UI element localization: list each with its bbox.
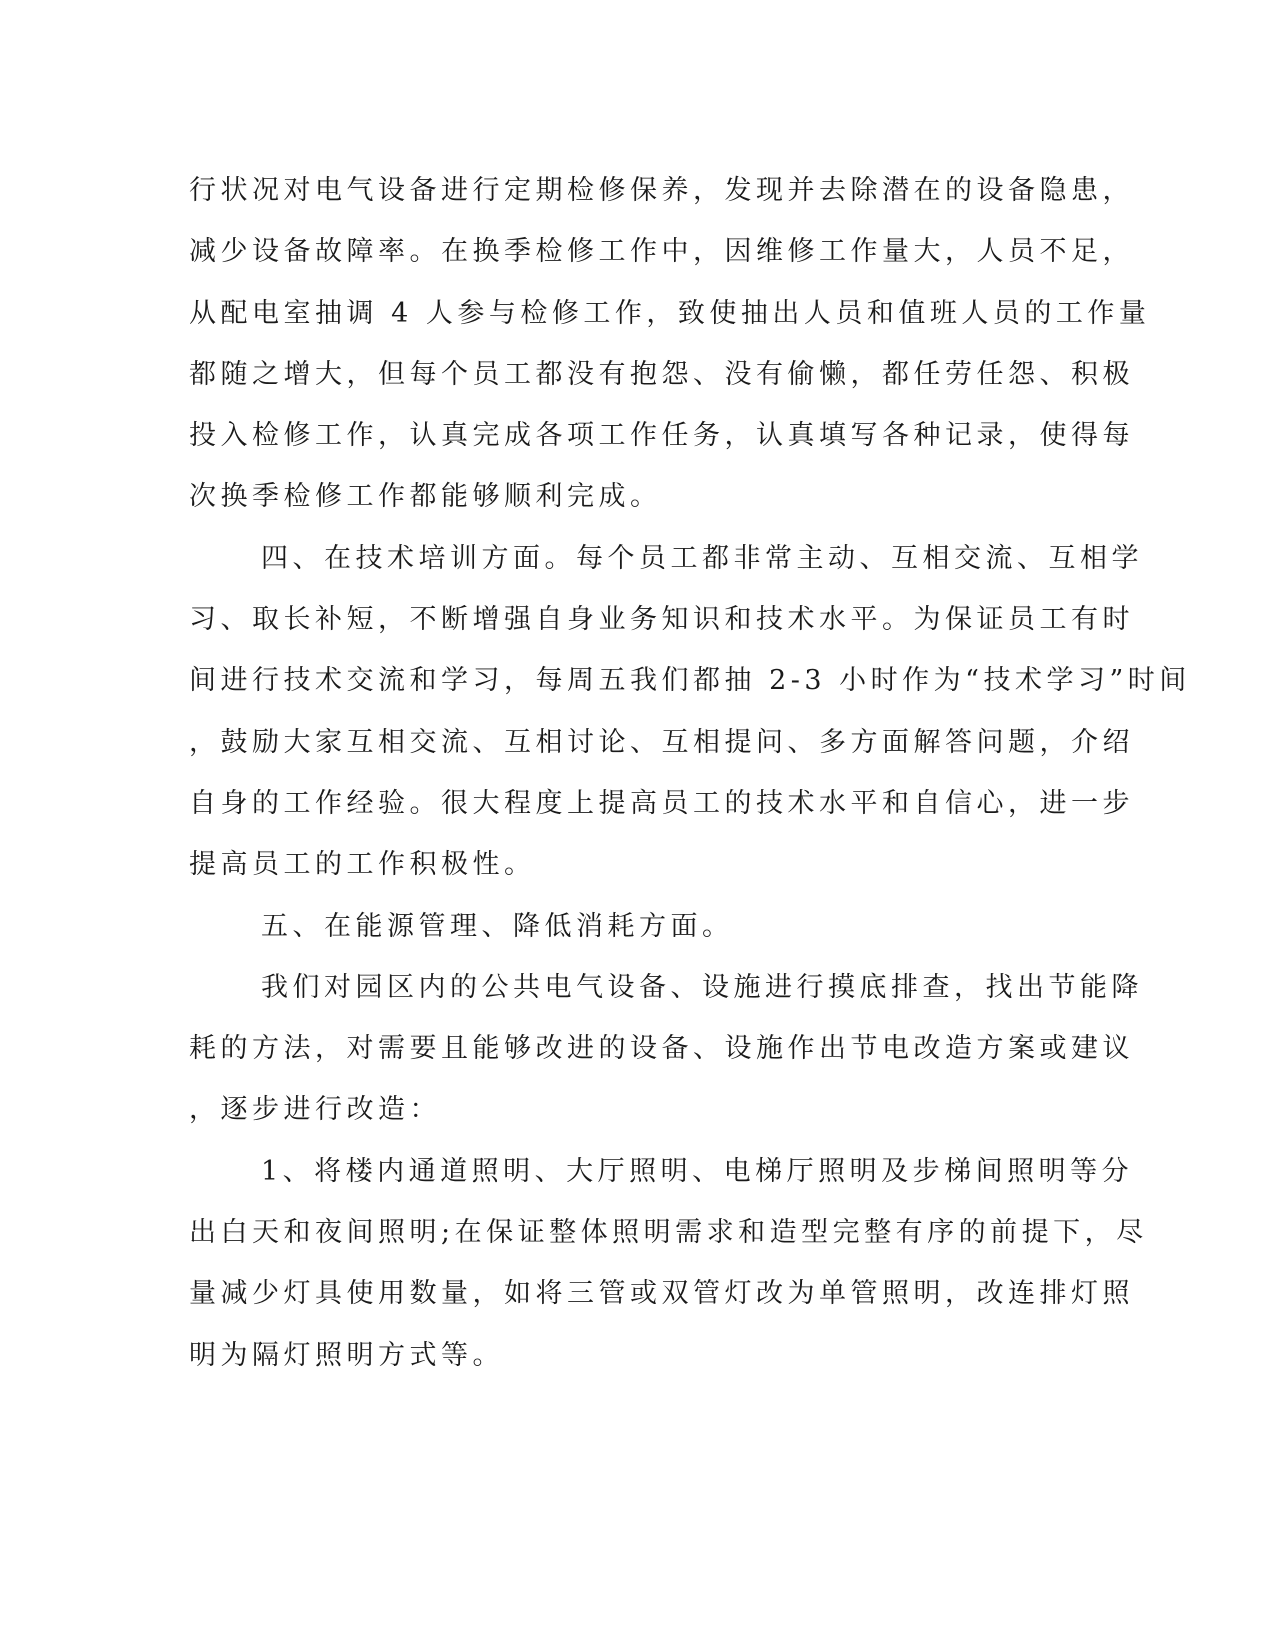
text-line: 明为隔灯照明方式等。: [189, 1339, 504, 1371]
text-line: 都随之增大，但每个员工都没有抱怨、没有偷懒，都任劳任怨、积极: [189, 358, 1134, 390]
text-line: 习、取长补短，不断增强自身业务知识和技术水平。为保证员工有时: [189, 604, 1134, 636]
paragraph-start-line: 我们对园区内的公共电气设备、设施进行摸底排查，找出节能降: [261, 971, 1143, 1003]
paragraph-start-line: 四、在技术培训方面。每个员工都非常主动、互相交流、互相学: [261, 542, 1143, 574]
text-line: ，逐步进行改造：: [189, 1094, 441, 1126]
text-line: 量减少灯具使用数量，如将三管或双管灯改为单管照明，改连排灯照: [189, 1278, 1134, 1310]
text-line: 间进行技术交流和学习，每周五我们都抽 2-3 小时作为“技术学习”时间: [189, 665, 1191, 697]
body-text: [189, 160, 1191, 1386]
text-line: 投入检修工作，认真完成各项工作任务，认真填写各种记录，使得每: [189, 420, 1134, 452]
text-line: 次换季检修工作都能够顺利完成。: [189, 481, 662, 513]
list-item-line: 1、将楼内通道照明、大厅照明、电梯厅照明及步梯间照明等分: [261, 1155, 1134, 1187]
section-heading-line: 五、在能源管理、降低消耗方面。: [261, 910, 734, 942]
text-line: 提高员工的工作积极性。: [189, 849, 536, 881]
text-line: 减少设备故障率。在换季检修工作中，因维修工作量大，人员不足，: [189, 236, 1134, 268]
text-line: ，鼓励大家互相交流、互相讨论、互相提问、多方面解答问题，介绍: [189, 726, 1134, 758]
text-line: 行状况对电气设备进行定期检修保养，发现并去除潜在的设备隐患，: [189, 175, 1134, 206]
text-line: 出白天和夜间照明;在保证整体照明需求和造型完整有序的前提下，尽: [189, 1217, 1148, 1249]
text-line: 自身的工作经验。很大程度上提高员工的技术水平和自信心，进一步: [189, 787, 1134, 819]
text-line: 耗的方法，对需要且能够改进的设备、设施作出节电改造方案或建议: [189, 1033, 1134, 1065]
text-line: 从配电室抽调 4 人参与检修工作，致使抽出人员和值班人员的工作量: [189, 297, 1151, 329]
